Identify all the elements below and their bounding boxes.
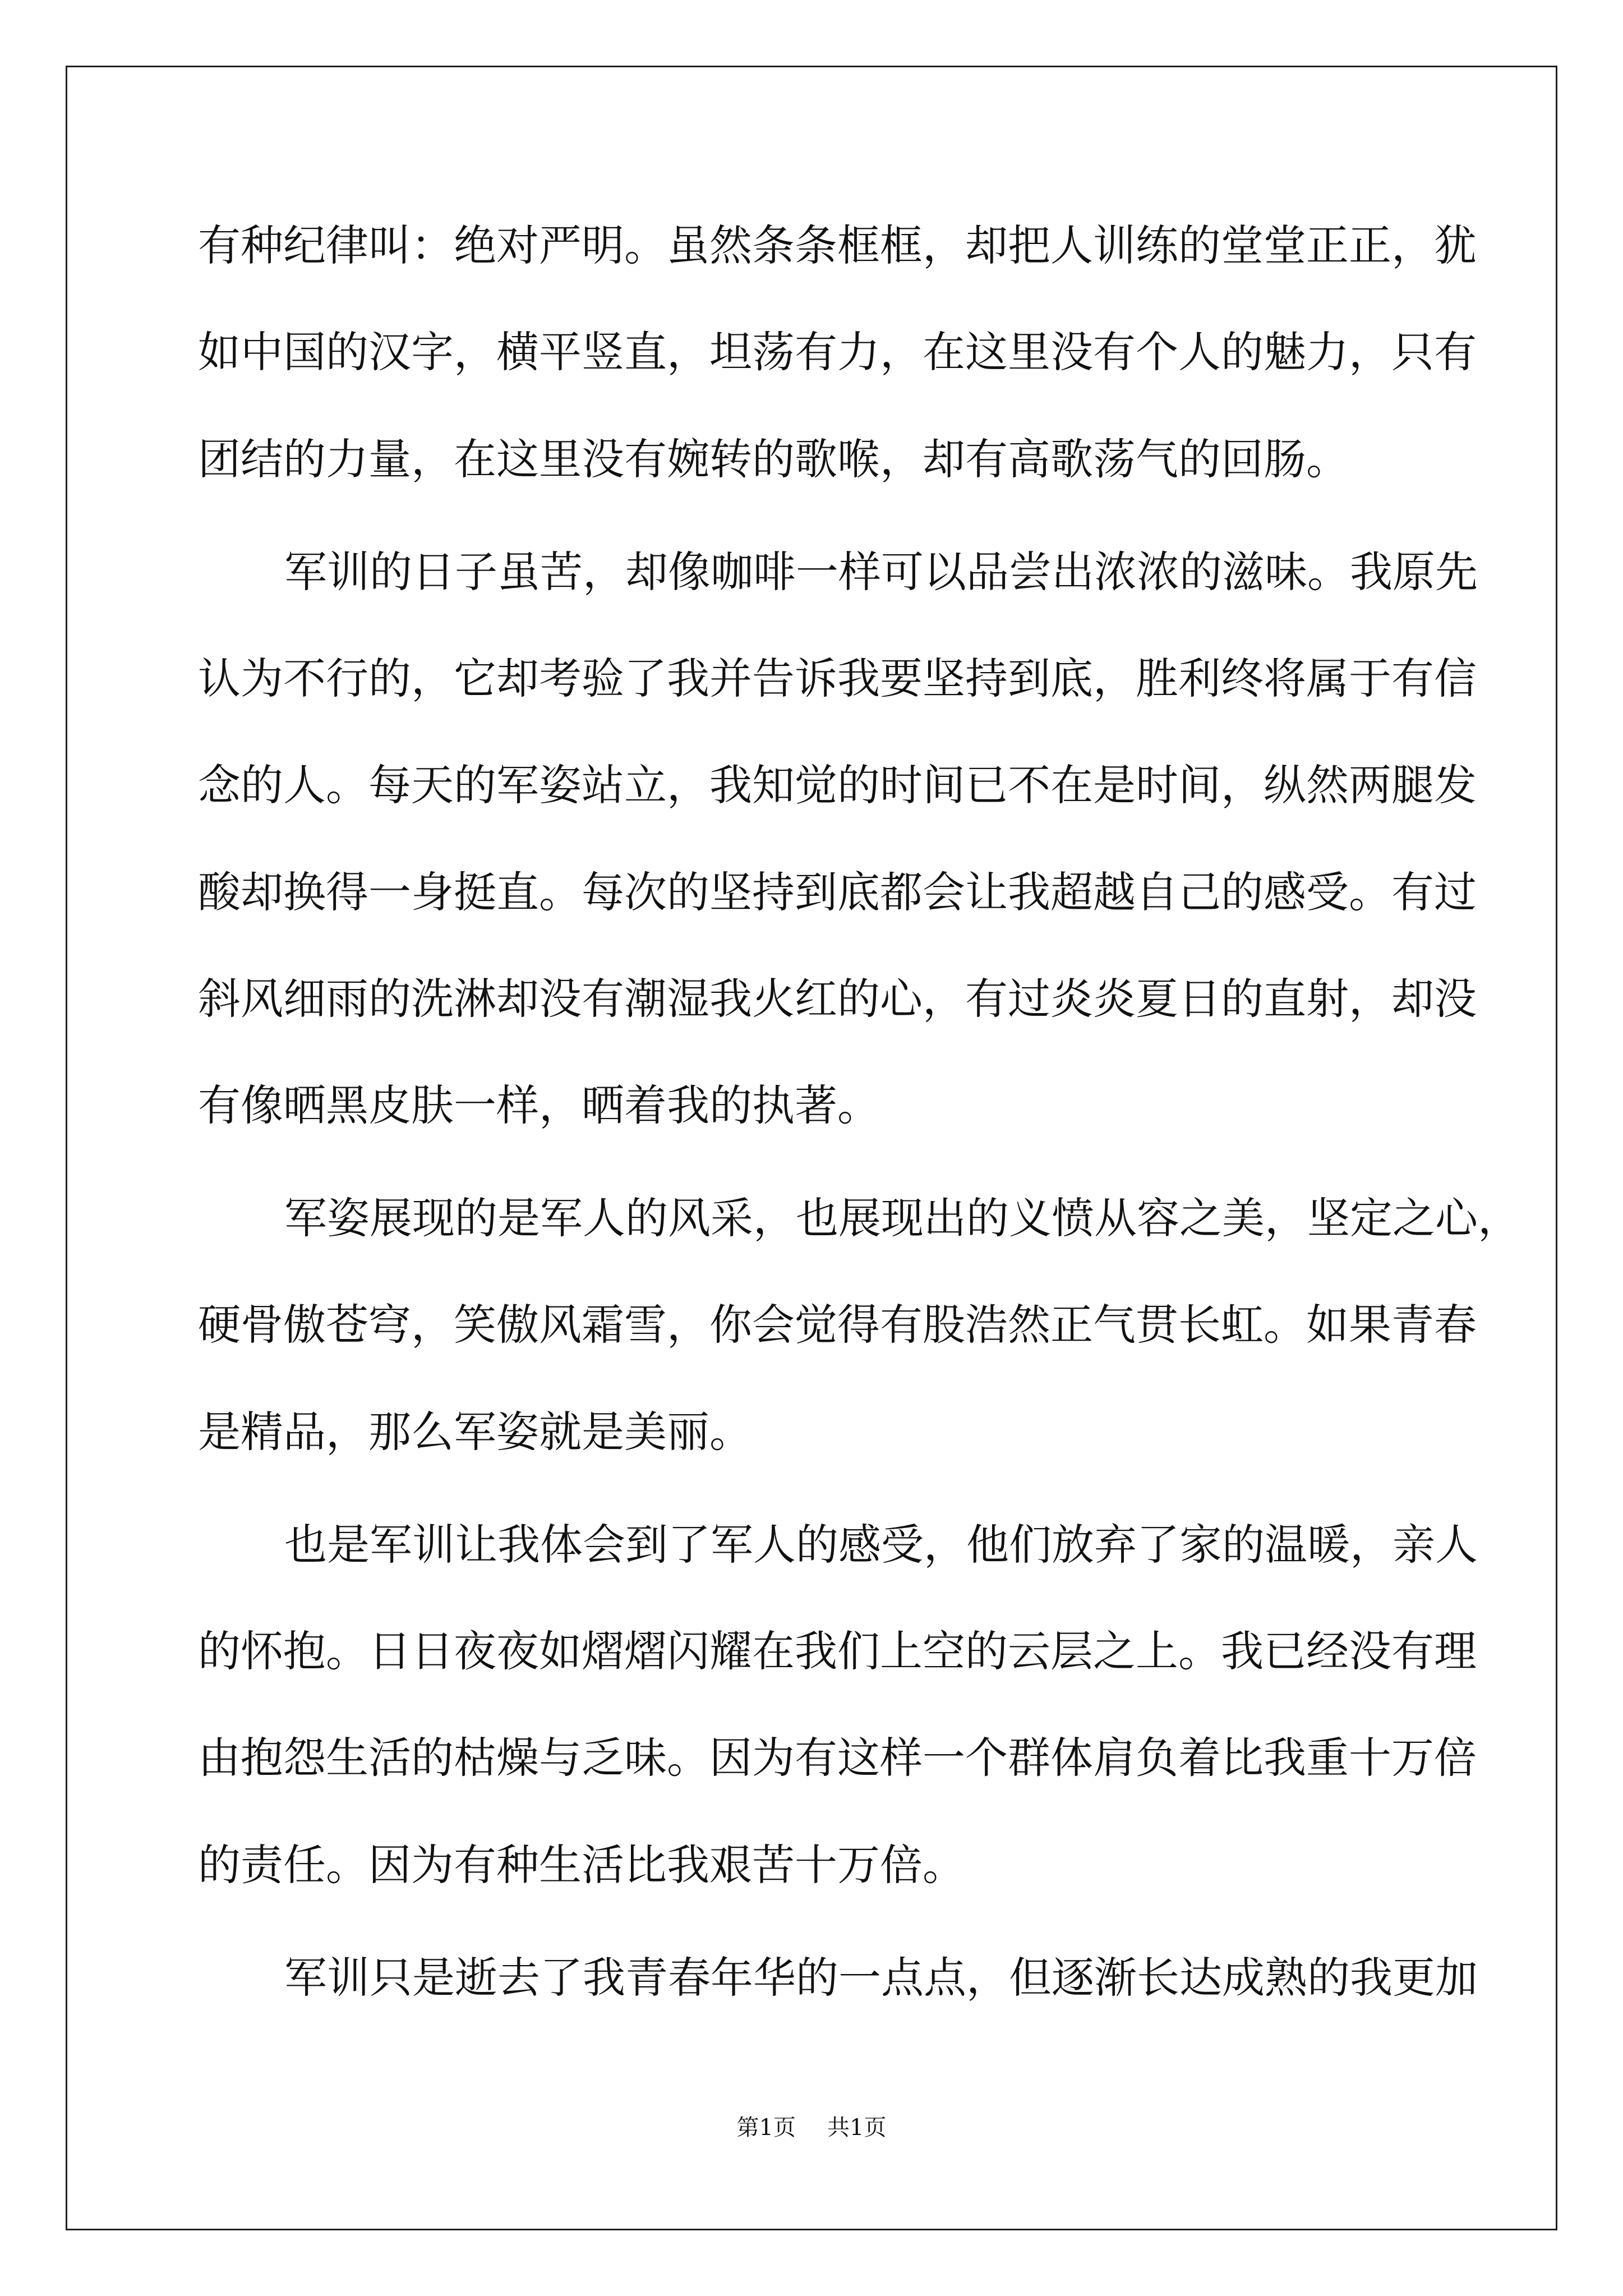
text-line: 如中国的汉字，横平竖直，坦荡有力，在这里没有个人的魅力，只有 <box>198 327 1477 377</box>
text-line: 有像晒黑皮肤一样，晒着我的执著。 <box>198 1080 880 1130</box>
paragraph-start-line: 也是军训让我体会到了军人的感受，他们放弃了家的温暖，亲人 <box>284 1520 1478 1570</box>
page-footer <box>0 2114 1623 2142</box>
text-line: 由抱怨生活的枯燥与乏味。因为有这样一个群体肩负着比我重十万倍 <box>198 1733 1477 1783</box>
text-line: 斜风细雨的洗淋却没有潮湿我火红的心，有过炎炎夏日的直射，却没 <box>198 974 1477 1024</box>
text-line: 是精品，那么军姿就是美丽。 <box>198 1407 752 1457</box>
text-line: 的怀抱。日日夜夜如熠熠闪耀在我们上空的云层之上。我已经没有理 <box>198 1626 1477 1676</box>
page-border <box>66 66 1557 2230</box>
text-line: 的责任。因为有种生活比我艰苦十万倍。 <box>198 1840 965 1890</box>
page-number: 第1页 <box>736 2115 796 2141</box>
text-line: 念的人。每天的军姿站立，我知觉的时间已不在是时间，纵然两腿发 <box>198 760 1477 810</box>
paragraph-start-line: 军训的日子虽苦，却像咖啡一样可以品尝出浓浓的滋味。我原先 <box>284 547 1478 597</box>
text-line: 团结的力量，在这里没有婉转的歌喉，却有高歌荡气的回肠。 <box>198 434 1349 484</box>
text-line: 认为不行的，它却考验了我并告诉我要坚持到底，胜利终将属于有信 <box>198 654 1477 703</box>
text-line: 硬骨傲苍穹，笑傲风霜雪，你会觉得有股浩然正气贯长虹。如果青春 <box>198 1300 1477 1350</box>
text-line: 有种纪律叫：绝对严明。虽然条条框框，却把人训练的堂堂正正，犹 <box>198 220 1477 270</box>
paragraph-start-line: 军姿展现的是军人的风采，也展现出的义愤从容之美，坚定之心， <box>284 1193 1520 1243</box>
paragraph-start-line: 军训只是逝去了我青春年华的一点点，但逐渐长达成熟的我更加 <box>284 1953 1478 2003</box>
page-total: 共1页 <box>827 2115 887 2141</box>
text-line: 酸却换得一身挺直。每次的坚持到底都会让我超越自己的感受。有过 <box>198 867 1477 917</box>
